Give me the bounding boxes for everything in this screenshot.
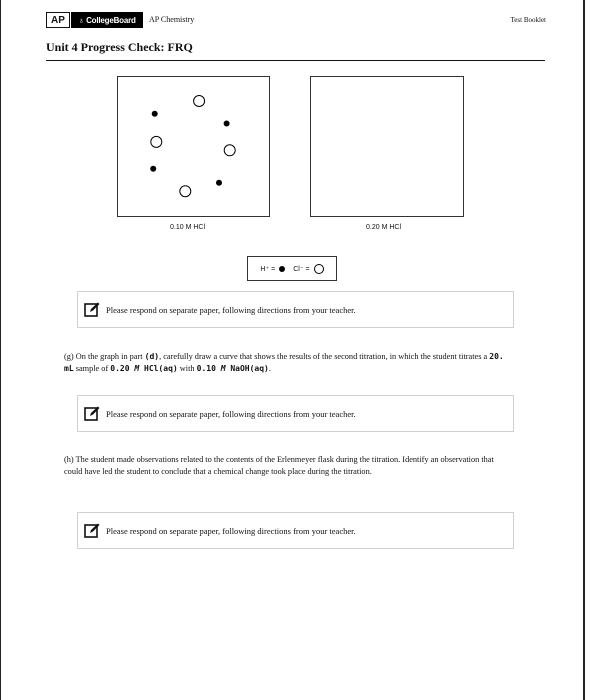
edit-icon <box>84 302 100 318</box>
page-title: Unit 4 Progress Check: FRQ <box>46 40 193 54</box>
particle-diagram-left-svg <box>118 77 271 218</box>
cl-ion-particle <box>151 136 162 147</box>
response-instruction: Please respond on separate paper, following directions from your teacher. <box>106 525 356 536</box>
cl-ion-particle <box>180 186 191 197</box>
left-diagram-caption: 0.10 M HCl <box>170 224 206 231</box>
booklet-label: Test Booklet <box>510 16 546 24</box>
h-ion-particle <box>224 121 230 127</box>
response-instruction: Please respond on separate paper, following directions from your teacher. <box>106 304 356 315</box>
response-instruction: Please respond on separate paper, following directions from your teacher. <box>106 408 356 419</box>
acorn-icon: ♁ <box>78 15 85 25</box>
subject-label: AP Chemistry <box>149 15 195 24</box>
open-circle-icon <box>314 264 324 274</box>
legend-cl-label: Cl⁻ = <box>293 265 310 273</box>
h-ion-particle <box>152 111 158 117</box>
particle-legend <box>247 256 337 281</box>
right-diagram-caption: 0.20 M HCl <box>366 224 402 231</box>
h-ion-particle <box>216 180 222 186</box>
response-box-3[interactable] <box>77 512 514 549</box>
edit-icon <box>84 523 100 539</box>
h-ion-particle <box>150 166 156 172</box>
question-h: (h) The student made observations related to the contents of the Erlenmeyer flask during the titration. Identify an observation that could have led the student to conclude that a chemical change took place during the titration. <box>64 455 494 476</box>
cl-ion-particle <box>194 96 205 107</box>
response-box-1[interactable] <box>77 291 514 328</box>
edit-icon <box>84 406 100 422</box>
legend-h-label: H⁺ = <box>260 265 276 273</box>
particle-diagram-left <box>117 76 270 217</box>
filled-dot-icon <box>279 266 285 272</box>
question-g: (g) On the graph in part (d), carefully draw a curve that shows the results of the second titration, in which the student titrates a 20. mL sample of 0.20 M HCl(aq) with 0.10 M NaOH(aq). <box>64 352 504 373</box>
cl-ion-particle <box>224 145 235 156</box>
title-divider <box>46 60 545 61</box>
header-bar <box>46 12 546 30</box>
ap-logo: AP <box>46 12 70 28</box>
college-board-logo: ♁ CollegeBoard <box>71 12 143 28</box>
particle-diagram-right-empty <box>310 76 464 217</box>
response-box-2[interactable] <box>77 395 514 432</box>
